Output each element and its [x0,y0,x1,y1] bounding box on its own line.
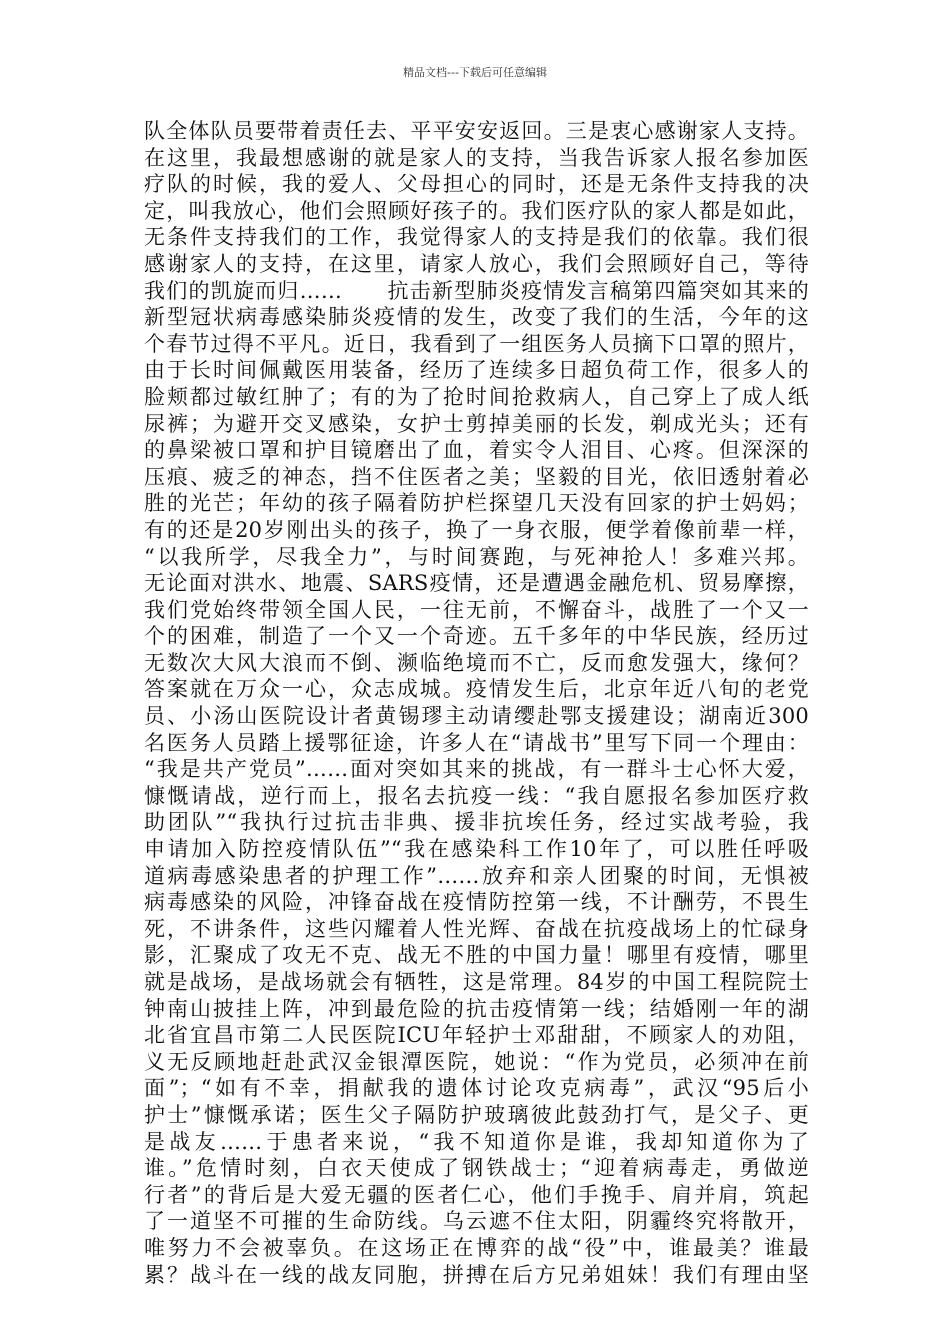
text-line: 北省宜昌市第二人民医院ICU年轻护士邓甜甜，不顾家人的劝阻， [144,1023,809,1048]
text-line: 谁。”危情时刻，白衣天使成了钢铁战士；“迎着病毒走，勇做逆 [144,1156,809,1181]
text-line: 在这里，我最想感谢的就是家人的支持，当我告诉家人报名参加医 [144,145,809,170]
text-line: 员、小汤山医院设计者黄锡璆主动请缨赴鄂支援建设；湖南近300 [144,704,809,729]
text-line: 脸颊都过敏红肿了；有的为了抢时间抢救病人，自己穿上了成人纸 [144,384,809,409]
text-line: 我们的凯旋而归…… 抗击新型肺炎疫情发言稿第四篇突如其来的 [144,278,809,303]
text-line: 无论面对洪水、地震、SARS疫情，还是遭遇金融危机、贸易摩擦， [144,571,809,596]
text-line: 定，叫我放心，他们会照顾好孩子的。我们医疗队的家人都是如此， [144,198,809,223]
text-line: 有的还是20岁刚出头的孩子，换了一身衣服，便学着像前辈一样， [144,517,809,542]
text-line: 新型冠状病毒感染肺炎疫情的发生，改变了我们的生活，今年的这 [144,305,809,330]
text-line: 了一道坚不可摧的生命防线。乌云遮不住太阳，阴霾终究将散开， [144,1209,809,1234]
text-line: “我是共产党员”……面对突如其来的挑战，有一群斗士心怀大爱， [144,757,809,782]
text-line: 的鼻梁被口罩和护目镜磨出了血，着实令人泪目、心疼。但深深的 [144,438,809,463]
text-line: 累？战斗在一线的战友同胞，拼搏在后方兄弟姐妹！我们有理由坚 [144,1262,809,1287]
text-line: 感谢家人的支持，在这里，请家人放心，我们会照顾好自己，等待 [144,251,809,276]
text-line: 护士”慷慨承诺；医生父子隔防护玻璃彼此鼓劲打气，是父子、更 [144,1102,809,1127]
text-line: 我们党始终带领全国人民，一往无前，不懈奋斗，战胜了一个又一 [144,597,809,622]
text-line: “以我所学，尽我全力”，与时间赛跑，与死神抢人！多难兴邦。 [144,544,809,569]
text-line: 是战友……于患者来说，“我不知道你是谁，我却知道你为了 [144,1129,809,1154]
text-line: 钟南山披挂上阵，冲到最危险的抗击疫情第一线；结婚刚一年的湖 [144,996,809,1021]
text-line: 由于长时间佩戴医用装备，经历了连续多日超负荷工作，很多人的 [144,358,809,383]
text-line: 胜的光芒；年幼的孩子隔着防护栏探望几天没有回家的护士妈妈； [144,491,809,516]
text-line: 慷慨请战，逆行而上，报名去抗疫一线：“我自愿报名参加医疗救 [144,783,809,808]
text-line: 个春节过得不平凡。近日，我看到了一组医务人员摘下口罩的照片， [144,331,809,356]
text-line: 死，不讲条件，这些闪耀着人性光辉、奋战在抗疫战场上的忙碌身 [144,916,809,941]
text-line: 义无反顾地赶赴武汉金银潭医院，她说：“作为党员，必须冲在前 [144,1049,809,1074]
text-line: 面”；“如有不幸，捐献我的遗体讨论攻克病毒”，武汉“95后小 [144,1076,809,1101]
text-line: 名医务人员踏上援鄂征途，许多人在“请战书”里写下同一个理由： [144,730,809,755]
text-line: 助团队”“我执行过抗击非典、援非抗埃任务，经过实战考验，我 [144,810,809,835]
text-line: 行者”的背后是大爱无疆的医者仁心，他们手挽手、肩并肩，筑起 [144,1182,809,1207]
text-line: 无数次大风大浪而不倒、濒临绝境而不亡，反而愈发强大，缘何？ [144,650,809,675]
text-line: 就是战场，是战场就会有牺牲，这是常理。84岁的中国工程院院士 [144,970,809,994]
text-line: 影，汇聚成了攻无不克、战无不胜的中国力量！哪里有疫情，哪里 [144,943,809,968]
text-line: 队全体队员要带着责任去、平平安安返回。三是衷心感谢家人支持。 [144,119,809,143]
text-line: 疗队的时候，我的爱人、父母担心的同时，还是无条件支持我的决 [144,172,809,197]
text-line: 尿裤；为避开交叉感染，女护士剪掉美丽的长发，剃成光头；还有 [144,411,809,436]
text-line: 唯努力不会被辜负。在这场正在博弈的战“役”中，谁最美？谁最 [144,1235,809,1260]
text-line: 无条件支持我们的工作，我觉得家人的支持是我们的依靠。我们很 [144,225,809,250]
text-line: 申请加入防控疫情队伍”“我在感染科工作10年了，可以胜任呼吸 [144,837,809,862]
text-line: 道病毒感染患者的护理工作”……放弃和亲人团聚的时间，无惧被 [144,863,809,888]
text-line: 病毒感染的风险，冲锋奋战在疫情防控第一线，不计酬劳，不畏生 [144,890,809,915]
page-header: 精品文档---下载后可任意编辑 [403,66,547,79]
body-text [144,118,809,1288]
text-line: 答案就在万众一心，众志成城。疫情发生后，北京年近八旬的老党 [144,677,809,702]
text-line: 个的困难，制造了一个又一个奇迹。五千多年的中华民族，经历过 [144,624,809,649]
text-line: 压痕、疲乏的神态，挡不住医者之美；坚毅的目光，依旧透射着必 [144,464,809,489]
